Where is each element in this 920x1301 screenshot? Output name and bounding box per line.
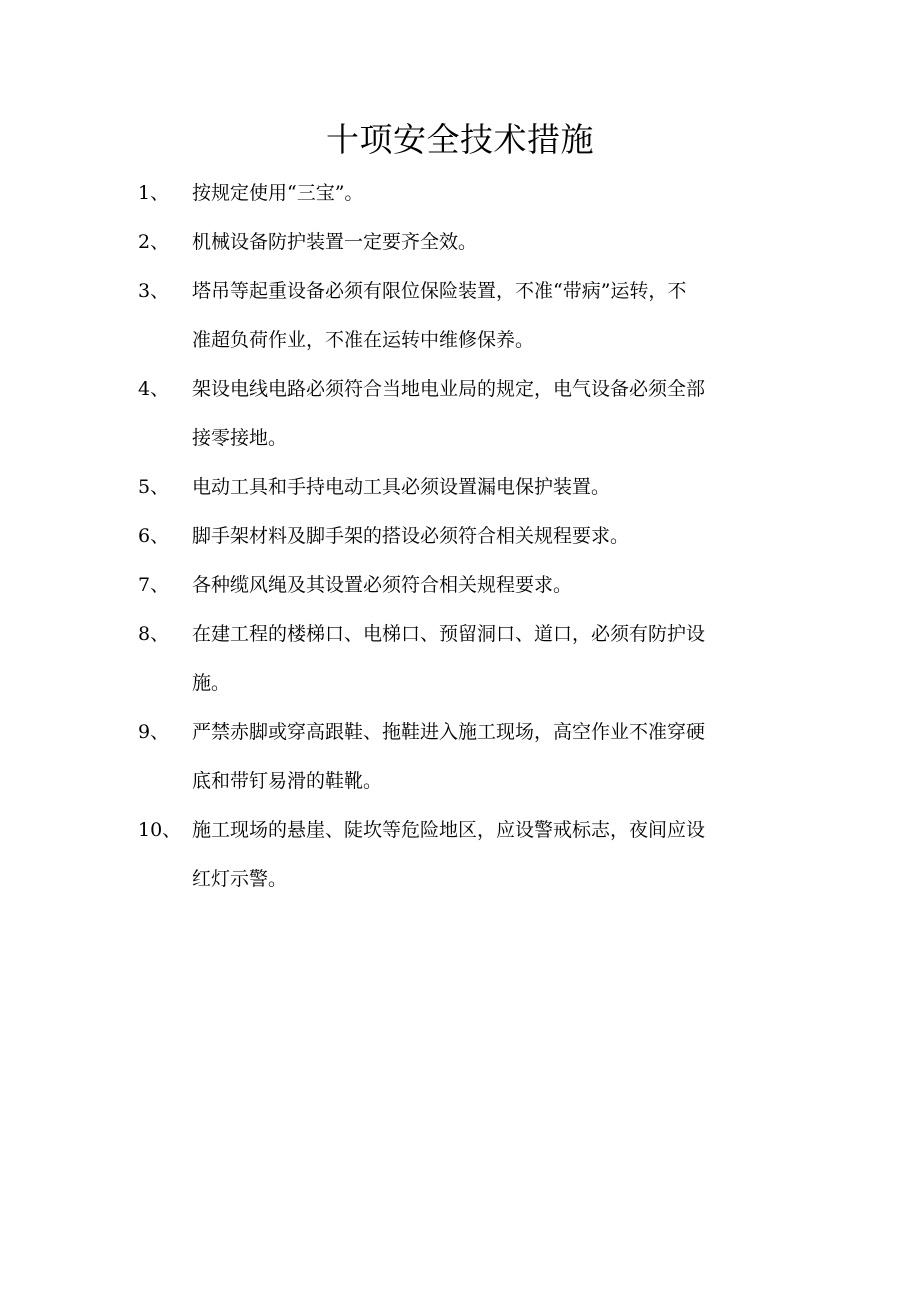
item-text: [192, 512, 780, 561]
item-text: [192, 806, 780, 904]
item-number: 4、: [138, 378, 170, 400]
item-text: [192, 169, 780, 218]
item-number: 5、: [138, 476, 170, 498]
list-item: [0, 610, 920, 708]
item-number: 10、: [138, 819, 182, 841]
item-number: 1、: [138, 182, 170, 204]
item-number: 8、: [138, 623, 170, 645]
item-text: [192, 463, 780, 512]
list-item: [0, 512, 920, 561]
list-item: [0, 561, 920, 610]
item-text-line: 架设电线电路必须符合当地电业局的规定，电气设备必须全部: [192, 378, 706, 400]
item-text: [192, 267, 780, 365]
item-text-line: 在建工程的楼梯口、电梯口、预留洞口、道口，必须有防护设: [192, 623, 706, 645]
item-number: 2、: [138, 231, 170, 253]
list-item: [0, 806, 920, 904]
item-number: 6、: [138, 525, 170, 547]
item-text-line: 准超负荷作业，不准在运转中维修保养。: [192, 329, 535, 351]
item-text-line: 施。: [192, 672, 231, 694]
list-item: [0, 463, 920, 512]
item-text: [192, 708, 780, 806]
list-item: [0, 708, 920, 806]
item-text: [192, 365, 780, 463]
item-text-line: 机械设备防护装置一定要齐全效。: [192, 231, 478, 253]
item-text-line: 施工现场的悬崖、陡坎等危险地区，应设警戒标志，夜间应设: [192, 819, 706, 841]
item-text-line: 接零接地。: [192, 427, 288, 449]
item-number: 3、: [138, 280, 170, 302]
item-text-line: 严禁赤脚或穿高跟鞋、拖鞋进入施工现场，高空作业不准穿硬: [192, 721, 706, 743]
document-title: 十项安全技术措施: [326, 120, 594, 159]
item-text: [192, 610, 780, 708]
item-text-line: 电动工具和手持电动工具必须设置漏电保护装置。: [192, 476, 611, 498]
list-item: [0, 365, 920, 463]
item-text-line: 底和带钉易滑的鞋靴。: [192, 770, 383, 792]
item-text-line: 红灯示警。: [192, 868, 288, 890]
item-number: 7、: [138, 574, 170, 596]
list-item: [0, 267, 920, 365]
item-text-line: 按规定使用“三宝”。: [192, 182, 364, 204]
item-number: 9、: [138, 721, 170, 743]
item-text: [192, 218, 780, 267]
item-text-line: 各种缆风绳及其设置必须符合相关规程要求。: [192, 574, 573, 596]
list-item: [0, 169, 920, 218]
item-text: [192, 561, 780, 610]
item-text-line: 脚手架材料及脚手架的搭设必须符合相关规程要求。: [192, 525, 630, 547]
list-item: [0, 218, 920, 267]
safety-measures-list: [0, 169, 920, 904]
item-text-line: 塔吊等起重设备必须有限位保险装置，不准“带病”运转，不: [192, 280, 687, 302]
